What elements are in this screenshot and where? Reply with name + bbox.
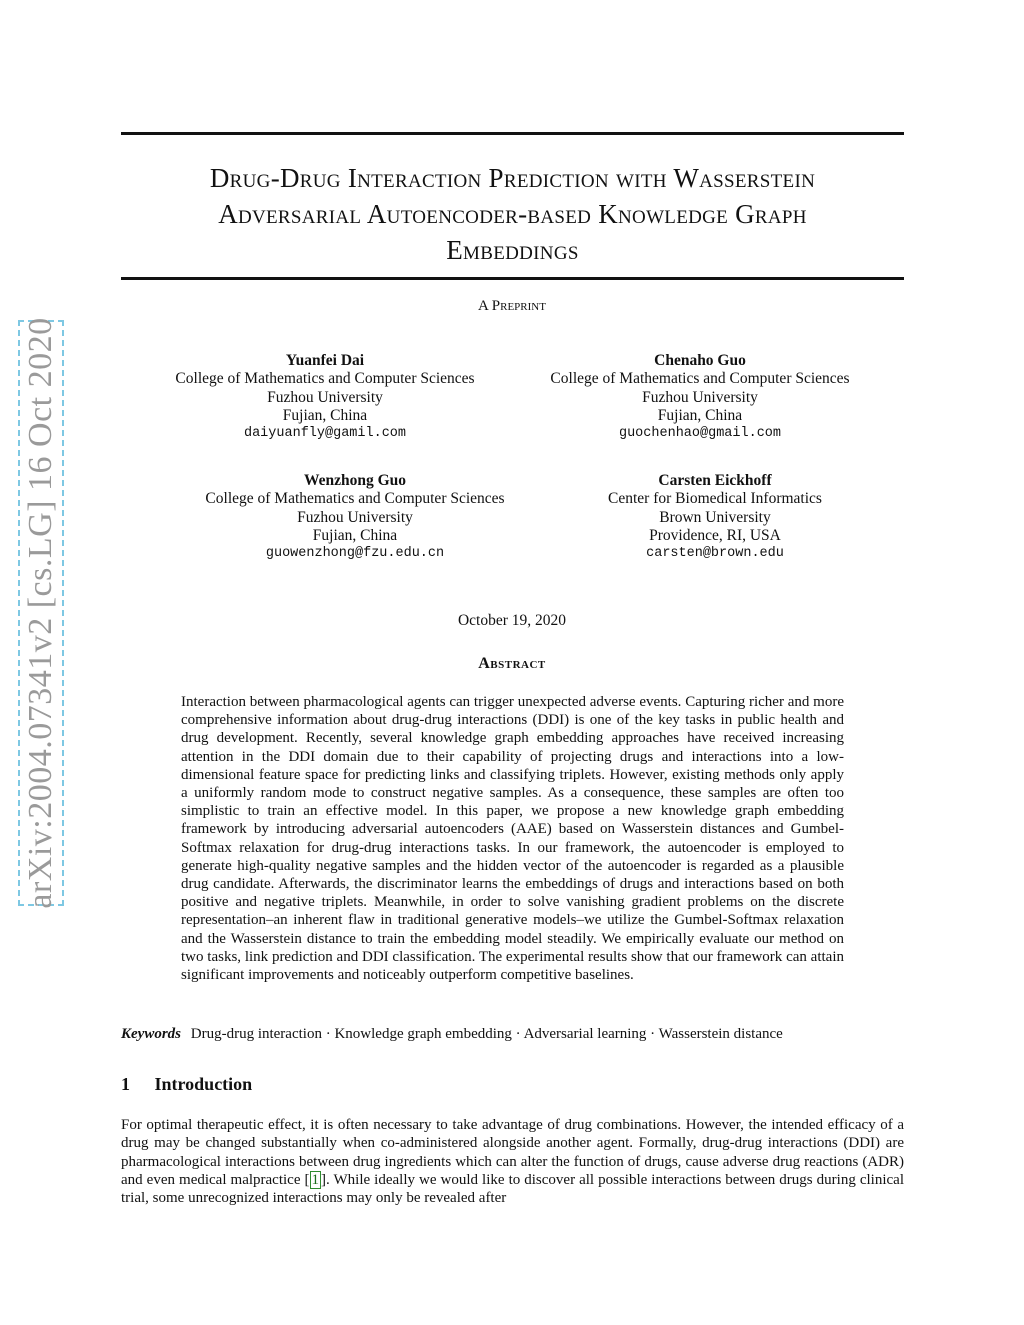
intro-text-part: For optimal therapeutic effect, it is often necessary to take advantage of drug combinations. However, the intended efficacy of a drug may be changed substantially when co-administered alongside another agent. Formally, drug-drug interactions (DDI) are pharmacological interactions between drug ingredients which can alter the function of drugs, cause adverse drug reactions (ADR) and even medical malpractice [	[121, 1117, 904, 1188]
paper-date: October 19, 2020	[457, 612, 567, 629]
author-institution: Fuzhou University	[297, 508, 413, 526]
preprint-label: A Preprint	[478, 298, 546, 314]
author-affiliation: College of Mathematics and Computer Sciences	[205, 490, 505, 508]
intro-text-part: ]. While ideally we would like to discover all possible interactions between drugs during clinical trial, some unrecognized interactions may only be revealed after	[121, 1171, 904, 1207]
author-block	[500, 352, 900, 443]
author-email[interactable]: guowenzhong@fzu.edu.cn	[265, 546, 445, 562]
author-location: Providence, RI, USA	[649, 526, 781, 544]
title-line: Drug-Drug Interaction Prediction with Wasserstein	[209, 163, 816, 193]
intro-paragraph	[121, 1116, 904, 1207]
keywords-label: Keywords	[121, 1026, 181, 1042]
author-email[interactable]: carsten@brown.edu	[646, 546, 784, 562]
title-line: Embeddings	[446, 235, 579, 265]
author-name: Carsten Eickhoff	[658, 472, 772, 489]
title-top-rule	[121, 132, 904, 135]
author-location: Fujian, China	[312, 526, 398, 544]
abstract-heading: Abstract	[478, 655, 546, 672]
author-institution: Brown University	[659, 508, 771, 526]
keywords-line	[121, 1026, 904, 1043]
author-affiliation: Center for Biomedical Informatics	[608, 490, 822, 508]
arxiv-stamp-text: arXiv:2004.07341v2 [cs.LG] 16 Oct 2020	[22, 317, 59, 909]
abstract-text: Interaction between pharmacological agents can trigger unexpected adverse events. Capturing richer and more comprehensive information about drug-drug interactions (DDI) is one of the key tasks in public health and drug development. Recently, several knowledge graph embedding approaches have received increasing attention in the DDI domain due to their capability of projecting drugs and interactions into a low-dimensional feature space for predicting links and classifying triplets. However, existing methods only apply a uniformly random mode to construct negative samples. As a consequence, these samples are often too simplistic to train an effective model. In this paper, we propose a new knowledge graph embedding framework by introducing adversarial autoencoders (AAE) based on Wasserstein distances and Gumbel-Softmax relaxation for drug-drug interactions tasks. In our framework, the autoencoder is employed to generate high-quality negative samples and the hidden vector of the autoencoder is regarded as a plausible drug candidate. Afterwards, the discriminator learns the embeddings of drugs and interactions based on both positive and negative triplets. Meanwhile, in order to solve vanishing gradient problems on the discrete representation–an inherent flaw in traditional generative models–we utilize the Gumbel-Softmax relaxation and the Wasserstein distance to train the embedding model steadily. We empirically evaluate our method on two tasks, link prediction and DDI classification. The experimental results show that our framework can attain significant improvements and noticeably outperform competitive baselines.	[181, 694, 844, 984]
author-name: Yuanfei Dai	[285, 352, 365, 369]
author-institution: Fuzhou University	[642, 388, 758, 406]
author-block	[515, 472, 915, 563]
section-title: Introduction	[154, 1074, 253, 1094]
keywords-text: Drug-drug interaction · Knowledge graph embedding · Adversarial learning · Wasserstein distance	[190, 1026, 783, 1042]
section-heading	[121, 1074, 252, 1095]
author-name: Chenaho Guo	[654, 352, 746, 369]
author-affiliation: College of Mathematics and Computer Sciences	[175, 370, 475, 388]
author-block	[125, 352, 525, 443]
citation-link[interactable]: 1	[311, 1171, 319, 1188]
title-line: Adversarial Autoencoder-based Knowledge Graph	[218, 199, 807, 229]
author-location: Fujian, China	[657, 406, 743, 424]
author-institution: Fuzhou University	[267, 388, 383, 406]
author-location: Fujian, China	[282, 406, 368, 424]
author-email[interactable]: daiyuanfly@gamil.com	[243, 426, 407, 442]
paper-title	[121, 160, 904, 268]
author-block	[155, 472, 555, 563]
title-bottom-rule	[121, 277, 904, 280]
author-email[interactable]: guochenhao@gmail.com	[618, 426, 782, 442]
author-name: Wenzhong Guo	[303, 472, 407, 489]
section-number: 1	[121, 1074, 130, 1094]
author-affiliation: College of Mathematics and Computer Sciences	[550, 370, 850, 388]
